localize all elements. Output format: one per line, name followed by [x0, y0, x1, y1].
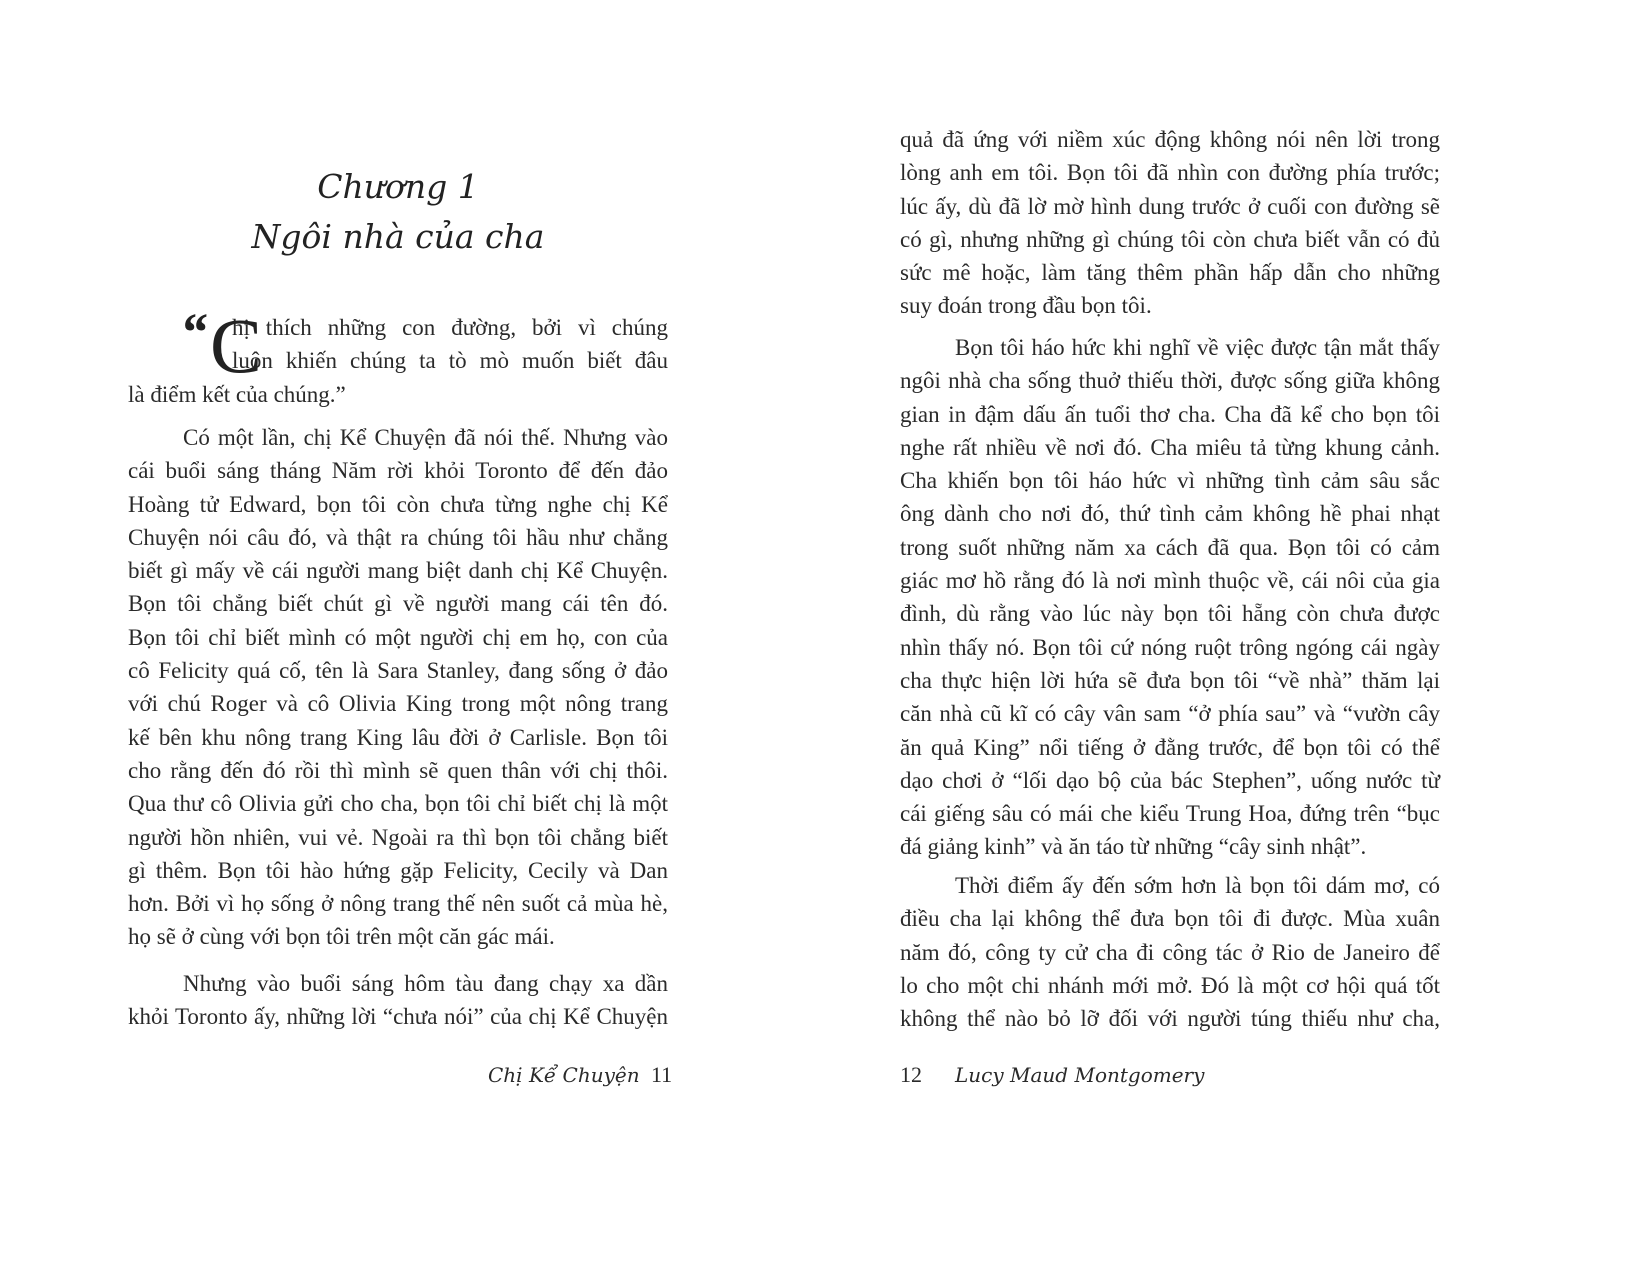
text-line: họ sẽ ở cùng với bọn tôi trên một căn gác mái.	[128, 924, 555, 950]
text-line: Có một lần, chị Kể Chuyện đã nói thế. Nhưng vào	[183, 425, 668, 450]
text-line: cái giếng sâu có mái che kiểu Trung Hoa, đứng trên “bục	[900, 801, 1440, 827]
text-line: Nhưng vào buổi sáng hôm tàu đang chạy xa dần	[183, 971, 668, 996]
body-paragraph	[128, 421, 668, 954]
text-line: khỏi Toronto ấy, những lời “chưa nói” của chị Kể Chuyện	[128, 1004, 668, 1030]
chapter-title: Ngôi nhà của cha	[251, 217, 545, 256]
text-line: là điểm kết của chúng.”	[128, 381, 346, 407]
text-line: cô Felicity quá cố, tên là Sara Stanley, đang sống ở đảo	[128, 658, 668, 684]
text-line: cái buổi sáng tháng Năm rời khỏi Toronto để đến đảo	[128, 458, 668, 484]
text-line: năm đó, công ty cử cha đi công tác ở Rio de Janeiro để	[900, 939, 1440, 965]
text-line: dạo chơi ở “lối dạo bộ của bác Stephen”, uống nước từ	[900, 767, 1440, 793]
page-number: 11	[651, 1062, 673, 1087]
text-line: cho rằng đến đó rồi thì mình sẽ quen thân với chị thôi.	[128, 757, 668, 783]
text-line: sức mê hoặc, làm tăng thêm phần hấp dẫn cho những	[900, 260, 1440, 286]
text-line: Thời điểm ấy đến sớm hơn là bọn tôi dám mơ, có	[955, 873, 1440, 898]
running-title-text: Chị Kể Chuyện	[488, 1063, 640, 1087]
text-line: Hoàng tử Edward, bọn tôi còn chưa từng nghe chị Kể	[128, 491, 668, 517]
page-number: 12	[900, 1062, 922, 1087]
text-line: Cha khiến bọn tôi háo hức vì những tình cảm sâu sắc	[900, 468, 1440, 494]
text-line: Chuyện nói câu đó, và thật ra chúng tôi hầu như chẳng	[128, 524, 668, 550]
body-paragraph	[128, 967, 668, 1034]
text-line: lo cho một chi nhánh mới mở. Đó là một cơ hội quá tốt	[900, 972, 1440, 998]
text-line: Bọn tôi chỉ biết mình có một người chị em họ, con của	[128, 624, 668, 650]
text-line: ăn quả King” nổi tiếng ở đằng trước, để bọn tôi có thể	[900, 734, 1440, 760]
text-line: biết gì mấy về cái người mang biệt danh chị Kể Chuyện.	[128, 558, 668, 584]
running-title	[488, 1060, 640, 1090]
text-line: hị thích những con đường, bởi vì chúng	[232, 315, 668, 340]
running-title	[955, 1060, 1204, 1090]
text-line: điều cha lại không thể đưa bọn tôi đi được. Mùa xuân	[900, 906, 1440, 932]
text-line: người hồn nhiên, vui vẻ. Ngoài ra thì bọn tôi chẳng biết	[128, 824, 668, 850]
text-line: gì thêm. Bọn tôi hào hứng gặp Felicity, Cecily và Dan	[128, 857, 668, 883]
text-line: hơn. Bởi vì họ sống ở nông trang thế nên suốt cả mùa hè,	[128, 891, 668, 917]
text-line: có gì, nhưng những gì chúng tôi còn chưa biết vẫn có đủ	[900, 226, 1440, 252]
text-line: trong suốt những năm xa cách đã qua. Bọn tôi có cảm	[900, 534, 1440, 560]
chapter-number: Chương 1	[317, 167, 479, 206]
drop-cap: C	[210, 302, 263, 389]
body-paragraph	[900, 869, 1440, 1035]
right-page	[825, 0, 1650, 1275]
text-line: cha thực hiện lời hứa sẽ đưa bọn tôi “về nhà” thăm lại	[900, 667, 1440, 693]
text-line: không thể nào bỏ lỡ đối với người túng thiếu như cha,	[900, 1006, 1440, 1032]
text-line: với chú Roger và cô Olivia King trong một nông trang	[128, 691, 668, 717]
text-line: Qua thư cô Olivia gửi cho cha, bọn tôi chỉ biết chị là một	[128, 791, 668, 817]
epigraph-paragraph	[128, 302, 668, 411]
text-line: gian in đậm dấu ấn tuổi thơ cha. Cha đã kể cho bọn tôi	[900, 401, 1440, 427]
running-title-text: Lucy Maud Montgomery	[955, 1063, 1205, 1087]
text-line: kế bên khu nông trang King lâu đời ở Carlisle. Bọn tôi	[128, 724, 668, 750]
text-line: ông dành cho nơi đó, thứ tình cảm không hề phai nhạt	[900, 501, 1440, 527]
text-line: đình, dù rằng vào lúc này bọn tôi hẵng còn chưa được	[900, 601, 1440, 627]
body-paragraph	[900, 123, 1440, 323]
opening-quote-mark: “	[180, 302, 207, 362]
text-line: Bọn tôi chẳng biết chút gì về người mang cái tên đó.	[128, 591, 668, 617]
text-line: nghe rất nhiều về nơi đó. Cha miêu tả từng khung cảnh.	[900, 434, 1440, 460]
text-line: luôn khiến chúng ta tò mò muốn biết đâu	[232, 348, 668, 374]
text-line: quả đã ứng với niềm xúc động không nói nên lời trong	[900, 127, 1440, 152]
text-line: đá giảng kinh” và ăn táo từ những “cây sinh nhật”.	[900, 834, 1367, 860]
text-line: lúc ấy, dù đã lờ mờ hình dung trước ở cuối con đường sẽ	[900, 193, 1440, 219]
text-line: căn nhà cũ kĩ có cây vân sam “ở phía sau” và “vườn cây	[900, 701, 1440, 727]
text-line: suy đoán trong đầu bọn tôi.	[900, 293, 1152, 319]
text-line: ngôi nhà cha sống thuở thiếu thời, được sống giữa không	[900, 368, 1440, 394]
text-line: Bọn tôi háo hức khi nghĩ về việc được tận mắt thấy	[955, 335, 1440, 360]
text-line: nhìn thấy nó. Bọn tôi cứ nóng ruột trông ngóng cái ngày	[900, 634, 1440, 660]
text-line: lòng anh em tôi. Bọn tôi đã nhìn con đường phía trước;	[900, 160, 1440, 186]
body-paragraph	[900, 331, 1440, 864]
text-line: giác mơ hồ rằng đó là nơi mình thuộc về, cái nôi của gia	[900, 568, 1440, 594]
